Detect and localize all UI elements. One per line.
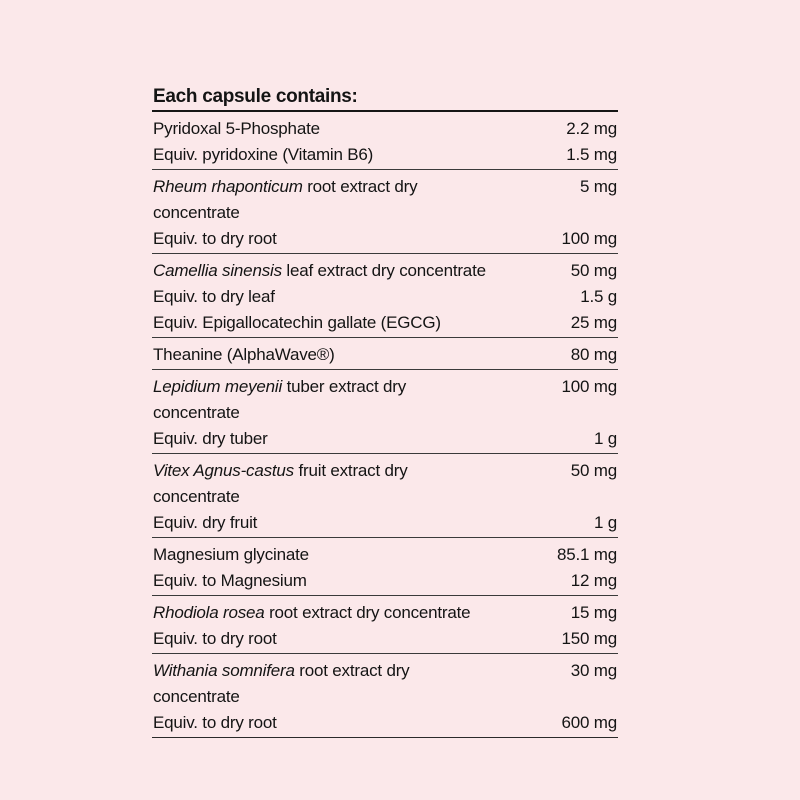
ingredient-amount: 2.2 mg (566, 119, 617, 138)
ingredient-botanical-name: Camellia sinensis (153, 261, 282, 280)
ingredient-group-lepidium (152, 370, 618, 454)
ingredient-name (152, 142, 566, 168)
ingredient-amount: 50 mg (570, 461, 617, 480)
ingredient-description: leaf extract dry concentrate (281, 261, 486, 280)
ingredient-name (152, 374, 495, 426)
ingredient-name (152, 174, 495, 226)
ingredient-amount: 50 mg (570, 261, 617, 280)
table-row (152, 626, 618, 652)
table-row (152, 142, 618, 168)
ingredient-group-rhodiola (152, 596, 618, 654)
ingredient-amount: 100 mg (561, 377, 617, 396)
ingredient-description: Equiv. pyridoxine (Vitamin B6) (153, 145, 374, 164)
ingredient-description: tuber extract dry concentrate (153, 377, 407, 422)
ingredient-description: root extract dry concentrate (264, 603, 471, 622)
ingredient-botanical-name: Rhodiola rosea (153, 603, 265, 622)
table-row (152, 542, 618, 568)
ingredient-name (152, 258, 571, 284)
table-row (152, 568, 618, 594)
ingredient-description: Pyridoxal 5-Phosphate (153, 119, 320, 138)
table-row (152, 658, 618, 710)
ingredient-name (152, 284, 580, 310)
ingredient-group-rheum (152, 170, 618, 254)
ingredient-name (152, 626, 561, 652)
ingredient-group-withania (152, 654, 618, 738)
ingredient-amount: 25 mg (570, 313, 617, 332)
ingredient-description: Equiv. to dry root (153, 629, 277, 648)
ingredient-amount: 1 g (593, 513, 617, 532)
ingredient-description: Equiv. to dry root (153, 713, 277, 732)
ingredient-name (152, 342, 571, 368)
ingredient-group-pyridoxal (152, 112, 618, 170)
ingredient-description: Equiv. to dry root (153, 229, 277, 248)
table-row (152, 310, 618, 336)
table-row (152, 258, 618, 284)
ingredient-amount: 1.5 mg (566, 145, 617, 164)
ingredient-description: Equiv. dry tuber (153, 429, 268, 448)
ingredient-description: root extract dry concentrate (153, 177, 418, 222)
ingredient-botanical-name: Vitex Agnus-castus (153, 461, 294, 480)
ingredient-botanical-name: Lepidium meyenii (153, 377, 283, 396)
ingredient-name (152, 426, 594, 452)
ingredient-name (152, 310, 571, 336)
ingredient-description: Equiv. to Magnesium (153, 571, 307, 590)
table-row (152, 458, 618, 510)
table-row (152, 116, 618, 142)
table-row (152, 342, 618, 368)
ingredient-name (152, 542, 557, 568)
ingredient-amount: 15 mg (570, 603, 617, 622)
ingredient-name (152, 710, 561, 736)
ingredient-group-camellia (152, 254, 618, 338)
ingredient-description: Equiv. Epigallocatechin gallate (EGCG) (153, 313, 441, 332)
ingredient-amount: 100 mg (561, 229, 617, 248)
table-row (152, 600, 618, 626)
ingredient-group-magnesium (152, 538, 618, 596)
ingredient-description: Equiv. dry fruit (153, 513, 258, 532)
ingredient-name (152, 458, 495, 510)
ingredient-amount: 12 mg (570, 571, 617, 590)
ingredient-botanical-name: Withania somnifera (153, 661, 295, 680)
table-row (152, 174, 618, 226)
ingredient-amount: 1 g (593, 429, 617, 448)
ingredient-name (152, 510, 594, 536)
ingredient-name (152, 568, 571, 594)
ingredient-botanical-name: Rheum rhaponticum (153, 177, 303, 196)
table-row (152, 510, 618, 536)
ingredient-amount: 1.5 g (580, 287, 617, 306)
ingredient-name (152, 658, 495, 710)
ingredient-description: root extract dry concentrate (153, 661, 410, 706)
ingredient-group-theanine (152, 338, 618, 370)
ingredient-description: Equiv. to dry leaf (153, 287, 275, 306)
table-row (152, 426, 618, 452)
ingredient-amount: 600 mg (561, 713, 617, 732)
ingredient-amount: 150 mg (561, 629, 617, 648)
ingredients-table (152, 80, 618, 738)
ingredient-name (152, 600, 571, 626)
ingredient-name (152, 116, 566, 142)
ingredient-amount: 30 mg (570, 661, 617, 680)
table-row (152, 374, 618, 426)
ingredient-amount: 80 mg (570, 345, 617, 364)
ingredient-name (152, 226, 561, 252)
ingredient-group-vitex (152, 454, 618, 538)
ingredient-amount: 5 mg (580, 177, 617, 196)
table-row (152, 284, 618, 310)
table-heading: Each capsule contains: (152, 80, 618, 112)
ingredient-amount: 85.1 mg (556, 545, 617, 564)
ingredient-description: fruit extract dry concentrate (153, 461, 408, 506)
ingredient-description: Theanine (AlphaWave®) (153, 345, 335, 364)
ingredient-description: Magnesium glycinate (153, 545, 309, 564)
table-row (152, 226, 618, 252)
table-row (152, 710, 618, 736)
